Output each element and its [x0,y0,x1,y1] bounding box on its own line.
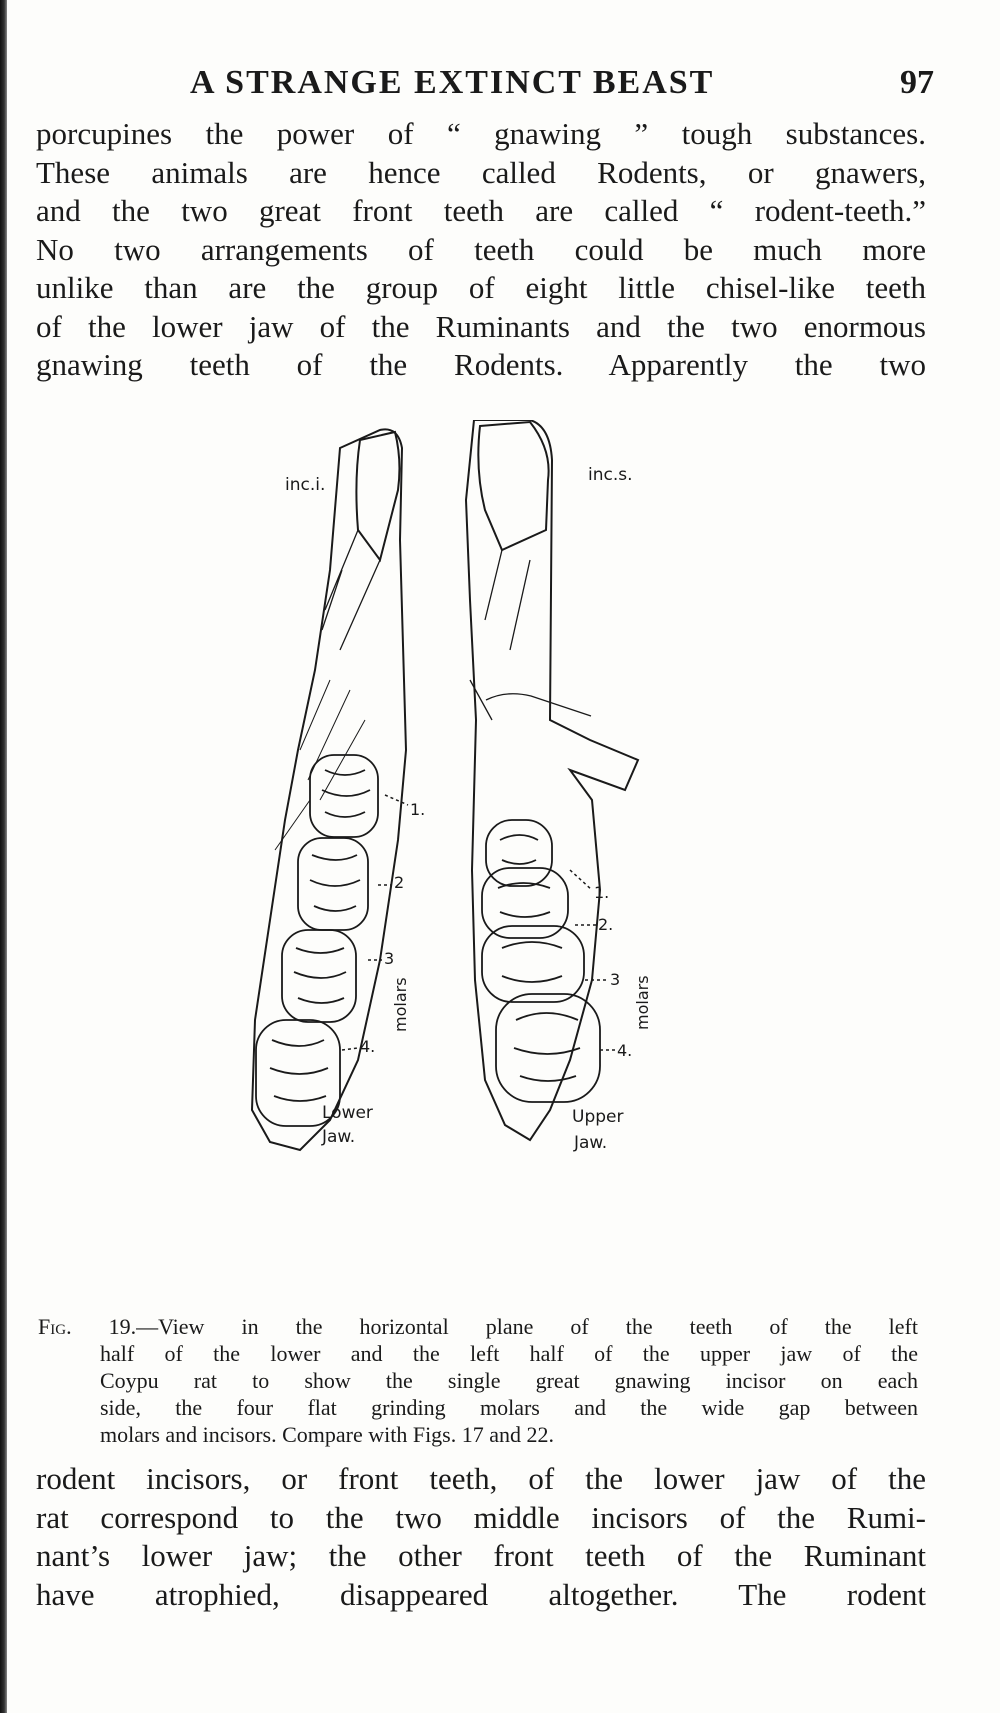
text-line: rat correspond to the two middle incisors of the Rumi- [36,1499,926,1535]
label-lower-molar-3: 3 [384,949,395,968]
running-title: A STRANGE EXTINCT BEAST [190,64,715,101]
label-lower-molar-4: 4. [360,1037,376,1056]
caption-line: side, the four flat grinding molars and the wide gap between [100,1395,918,1420]
page-header [0,64,1000,112]
lower-molars [256,755,378,1126]
text-line: of the lower jaw of the Ruminants and the two enormous [36,308,926,344]
text-line: gnawing teeth of the Rodents. Apparently the two [36,347,926,382]
page-number: 97 [900,64,934,101]
label-lower-molar-2: 2 [394,873,405,892]
jaw-drawing [230,420,730,1290]
text-line: and the two great front teeth are called “ rodent-teeth.” [36,193,926,228]
text-line: porcupines the power of “ gnawing ” tough substances. [36,116,926,151]
label-upper-molar-3: 3 [610,970,621,989]
label-upper-molar-4: 4. [617,1041,633,1060]
text-line: rodent incisors, or front teeth, of the lower jaw of the [36,1461,926,1496]
label-upper-jaw-1: Upper [572,1107,624,1127]
text-line: No two arrangements of teeth could be much more [36,231,926,267]
label-upper-molars-word: molars [633,975,652,1030]
caption-text: —View in the horizontal plane of the teeth of the left [136,1314,918,1339]
label-lower-molar-1: 1. [410,800,426,819]
label-upper-molar-1: 1. [594,883,610,902]
caption-line: Coypu rat to show the single great gnawing incisor on each [100,1368,918,1393]
page-spine-edge [0,0,7,1713]
caption-line-1 [38,1313,918,1340]
caption-line: half of the lower and the left half of the upper jaw of the [100,1341,918,1366]
text-line: These animals are hence called Rodents, or gnawers, [36,154,926,190]
paragraph-bottom [36,1460,926,1614]
upper-incisor [478,422,548,550]
label-inc-upper: inc.s. [588,465,633,485]
paragraph-top [36,115,926,385]
label-inc-lower: inc.i. [285,475,326,495]
figure-caption [38,1313,918,1448]
jaw-illustration [230,420,730,1290]
text-line: unlike than are the group of eight little chisel-like teeth [36,270,926,305]
label-upper-molar-2: 2. [598,915,614,934]
text-line: nant’s lower jaw; the other front teeth of the Ruminant [36,1538,926,1573]
caption-fig-prefix: Fig. 19. [38,1314,137,1339]
label-lower-jaw-2: Jaw. [322,1127,356,1147]
caption-line: molars and incisors. Compare with Figs. 17 and 22. [100,1422,555,1447]
label-lower-jaw-1: Lower [322,1103,373,1123]
upper-molars [482,820,600,1102]
label-upper-jaw-2: Jaw. [574,1133,608,1153]
lower-incisor [356,432,399,560]
label-lower-molars-word: molars [391,977,410,1032]
text-line: have atrophied, disappeared altogether. The rodent [36,1576,926,1612]
